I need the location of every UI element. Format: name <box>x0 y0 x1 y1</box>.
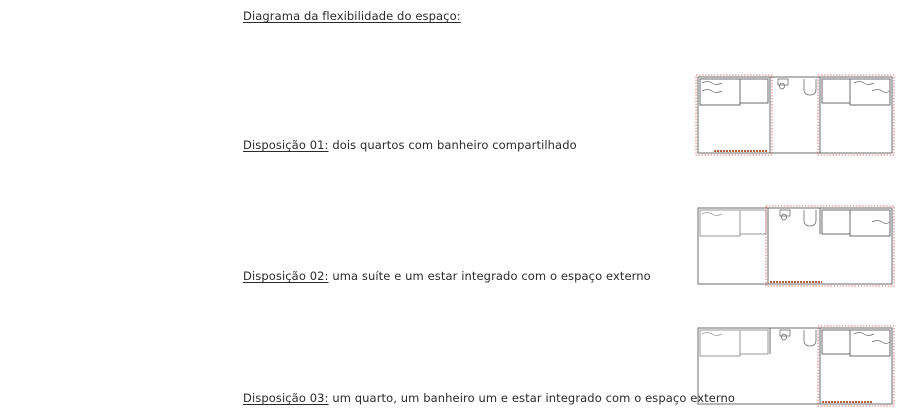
arrangement-02-description: uma suíte e um estar integrado com o espaço externo <box>332 269 651 283</box>
arrangement-02-label: Disposição 02: <box>243 269 329 283</box>
diagram-title: Diagrama da flexibilidade do espaço: <box>243 9 461 23</box>
floor-plan-03-drawing <box>694 324 896 408</box>
floor-plan-02-drawing <box>694 204 896 288</box>
floor-plan-03 <box>694 324 896 408</box>
arrangement-03-label: Disposição 03: <box>243 391 329 405</box>
arrangement-03-description: um quarto, um banheiro um e estar integrado com o espaço externo <box>332 391 736 405</box>
arrangement-01-label: Disposição 01: <box>243 138 329 152</box>
arrangement-01-description: dois quartos com banheiro compartilhado <box>332 138 577 152</box>
floor-plan-01-drawing <box>694 73 896 157</box>
floor-plan-01 <box>694 73 896 157</box>
arrangement-02-caption <box>243 271 651 283</box>
floor-plan-02 <box>694 204 896 288</box>
arrangement-01-caption <box>243 140 577 152</box>
arrangement-03-caption <box>243 393 735 405</box>
